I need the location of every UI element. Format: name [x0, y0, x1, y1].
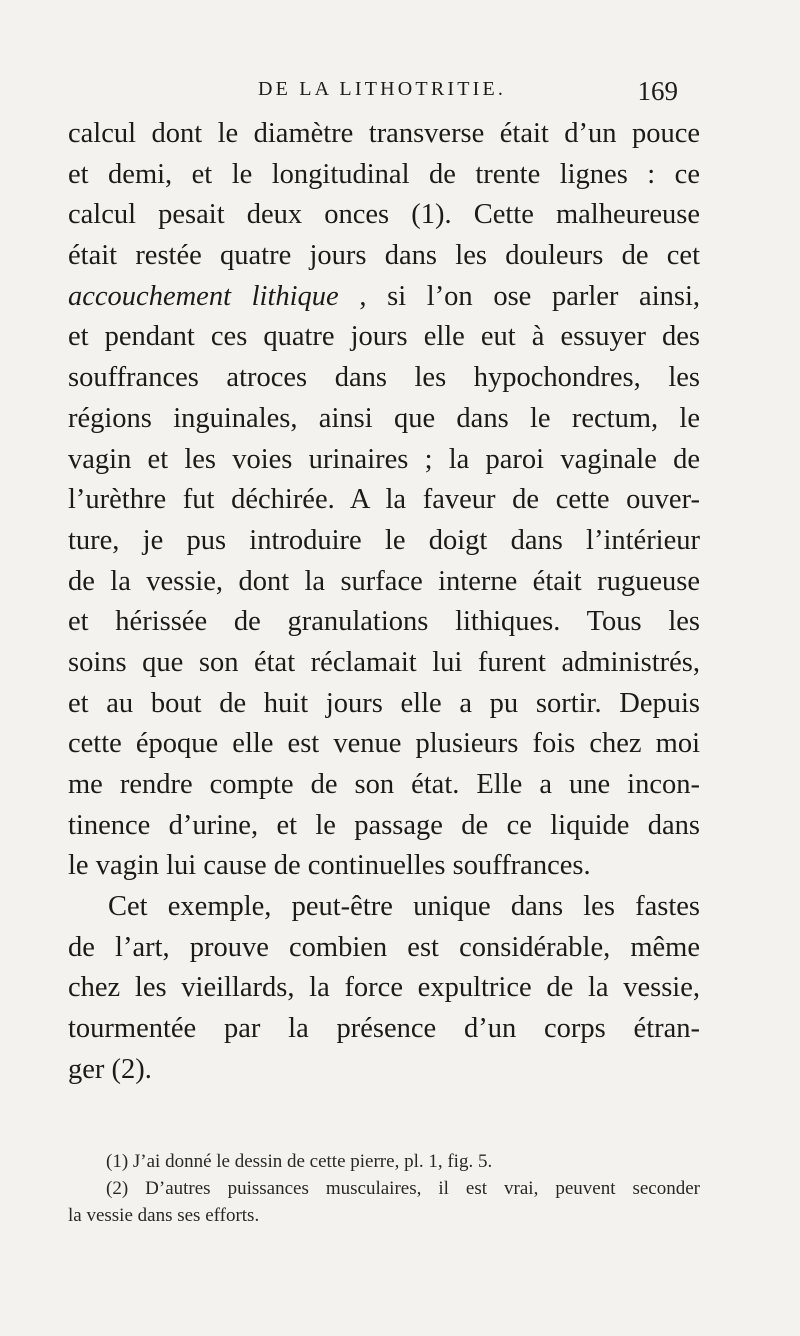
- text-fragment: , si l’on ose parler ainsi,: [338, 280, 700, 312]
- text-line: [68, 277, 700, 318]
- text-line: et demi, et le longitudinal de trente lignes : ce: [68, 158, 700, 190]
- page-number: 169: [637, 76, 678, 106]
- text-line: me rendre compte de son état. Elle a une incon-: [68, 769, 700, 800]
- text-line: ture, je pus introduire le doigt dans l’intérieur: [68, 524, 700, 556]
- italic-phrase: accouchement lithique: [68, 280, 339, 312]
- text-line: régions inguinales, ainsi que dans le rectum, le: [68, 402, 700, 434]
- footnotes: [68, 1148, 700, 1229]
- text-line: de l’art, prouve combien est considérable, même: [68, 931, 700, 963]
- text-line: tourmentée par la présence d’un corps étran-: [68, 1013, 700, 1045]
- text-line: calcul pesait deux onces (1). Cette malheureuse: [68, 199, 700, 231]
- running-title: DE LA LITHOTRITIE.: [258, 78, 507, 100]
- text-line: calcul dont le diamètre transverse était d’un pouce: [68, 118, 700, 149]
- footnote-2: (2) D’autres puissances musculaires, il est vrai, peuvent seconder: [106, 1178, 700, 1199]
- text-line: le vagin lui cause de continuelles souffrances.: [68, 850, 591, 882]
- page-header: [258, 76, 678, 116]
- text-line: ger (2).: [68, 1053, 152, 1085]
- text-line: et au bout de huit jours elle a pu sortir. Depuis: [68, 687, 700, 719]
- text-line: l’urèthre fut déchirée. A la faveur de cette ouver-: [68, 484, 700, 516]
- text-line: chez les vieillards, la force expultrice de la vessie,: [68, 972, 700, 1004]
- text-line: de la vessie, dont la surface interne était rugueuse: [68, 565, 700, 597]
- footnote-1: (1) J’ai donné le dessin de cette pierre, pl. 1, fig. 5.: [106, 1151, 493, 1172]
- text-line: et pendant ces quatre jours elle eut à essuyer des: [68, 321, 700, 353]
- text-line: vagin et les voies urinaires ; la paroi vaginale de: [68, 443, 700, 475]
- text-line: soins que son état réclamait lui furent administrés,: [68, 646, 700, 678]
- text-line: était restée quatre jours dans les douleurs de cet: [68, 240, 700, 272]
- text-line: tinence d’urine, et le passage de ce liquide dans: [68, 809, 700, 841]
- text-line: cette époque elle est venue plusieurs fois chez moi: [68, 728, 700, 760]
- text-line: et hérissée de granulations lithiques. Tous les: [68, 606, 700, 638]
- text-line: Cet exemple, peut-être unique dans les fastes: [108, 891, 700, 923]
- main-text: [68, 114, 700, 1091]
- footnote-2-continuation: la vessie dans ses efforts.: [68, 1205, 260, 1226]
- text-line: souffrances atroces dans les hypochondres, les: [68, 362, 700, 394]
